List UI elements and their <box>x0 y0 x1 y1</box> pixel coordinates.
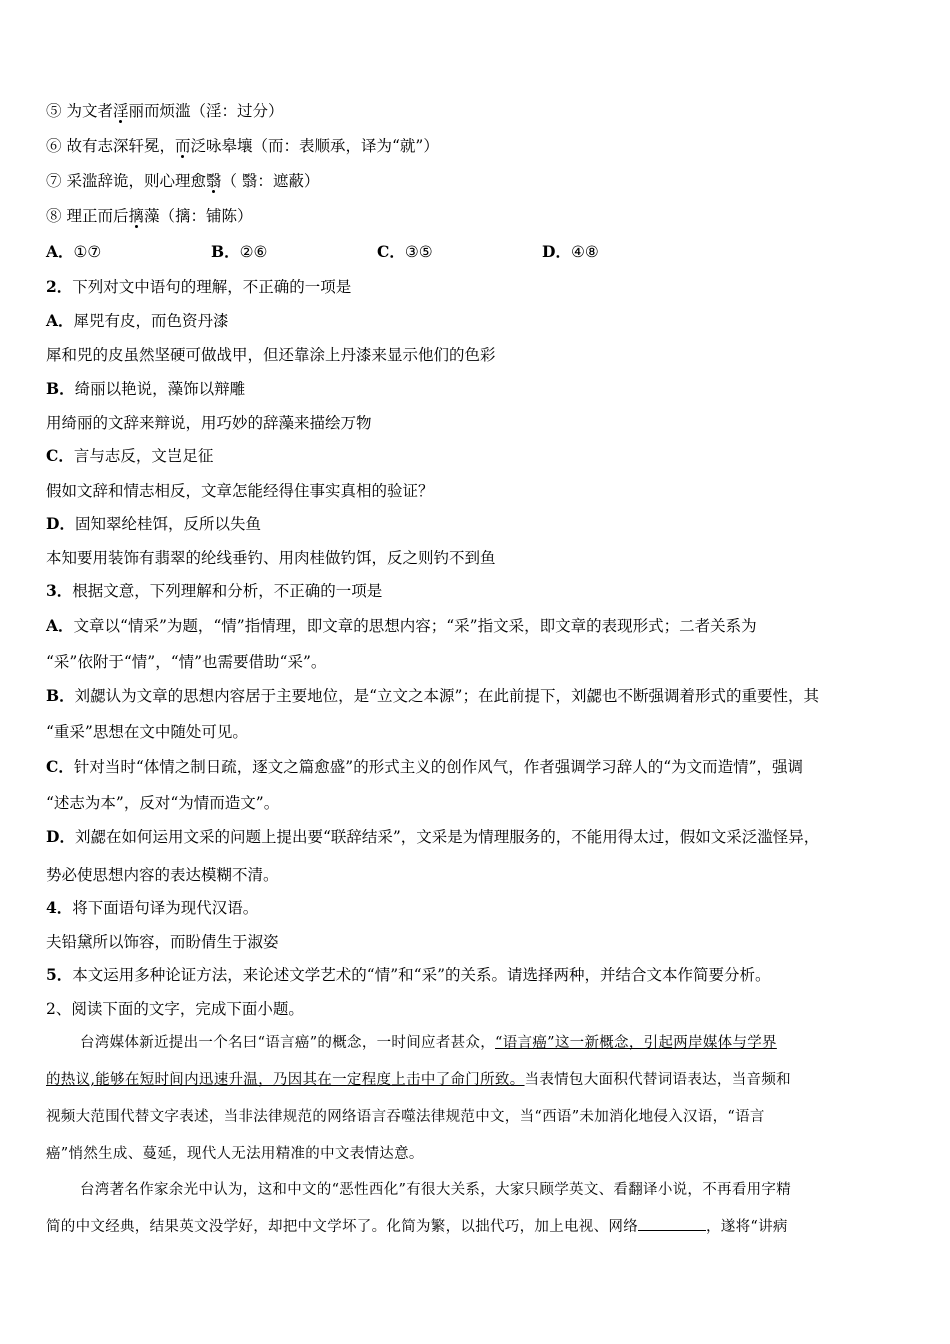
q2-option-b[interactable]: B．绮丽以艳说，藻饰以辩雕 <box>46 379 246 398</box>
choice-d[interactable]: D．④⑧ <box>542 242 599 261</box>
q3-option-c-cont: “述志为本”，反对“为情而造文”。 <box>46 794 280 812</box>
choice-a[interactable]: A．①⑦ <box>46 242 102 261</box>
underlined-text: 的热议,能够在短时间内迅速升温，乃因其在一定程度上击中了命门所致。 <box>46 1072 525 1088</box>
q2-stem: 2．下列对文中语句的理解，不正确的一项是 <box>46 277 352 296</box>
passage-p2-line1: 台湾著名作家余光中认为，这和中文的“恶性西化”有很大关系，大家只顾学英文、看翻译小说，不再看用字精 <box>80 1182 792 1198</box>
q3-stem: 3．根据文意，下列理解和分析，不正确的一项是 <box>46 581 383 600</box>
q2-option-d[interactable]: D．固知翠纶桂饵，反所以失鱼 <box>46 514 261 533</box>
choice-c[interactable]: C．③⑤ <box>377 242 433 261</box>
q4-stem: 4．将下面语句译为现代汉语。 <box>46 898 259 917</box>
passage-p2-line2: 简的中文经典，结果英文没学好，却把中文学坏了。化简为繁，以拙代巧，加上电视、网络 ，遂将“讲病 <box>46 1216 788 1237</box>
q3-option-c[interactable]: C．针对当时“体情之制日疏，逐文之篇愈盛”的形式主义的创作风气，作者强调学习辞人的“为文而造情”，强调 <box>46 757 804 776</box>
underlined-text: “语言癌”这一新概念，引起两岸媒体与学界 <box>495 1035 777 1051</box>
q3-option-d[interactable]: D．刘勰在如何运用文采的问题上提出要“联辞结采”，文采是为情理服务的，不能用得太过，假如文采泛滥怪异， <box>46 827 820 846</box>
passage-p1-line1: 台湾媒体新近提出一个名曰“语言癌”的概念，一时间应者甚众，“语言癌”这一新概念，引起两岸媒体与学界 <box>80 1035 777 1051</box>
section-2-title: 2、阅读下面的文字，完成下面小题。 <box>46 1000 304 1018</box>
q3-option-d-cont: 势必使思想内容的表达模糊不清。 <box>46 866 279 884</box>
item-5: ⑤ 为文者淫丽而烦滥（淫：过分） <box>46 102 284 120</box>
q2-option-b-translation: 用绮丽的文辞来辩说，用巧妙的辞藻来描绘万物 <box>46 414 372 432</box>
passage-p1-line4: 癌”悄然生成、蔓延，现代人无法用精准的中文表情达意。 <box>46 1146 424 1162</box>
q3-option-a-cont: “采”依附于“情”，“情”也需要借助“采”。 <box>46 653 327 671</box>
q3-option-b[interactable]: B．刘勰认为文章的思想内容居于主要地位，是“立文之本源”；在此前提下，刘勰也不断强调着形式的重要性，其 <box>46 686 819 705</box>
dotted-char: 淫 <box>112 102 129 120</box>
dotted-char: 翳 <box>205 172 222 190</box>
q1-choices <box>46 242 646 262</box>
dotted-char: 摛 <box>128 207 144 225</box>
choice-b[interactable]: B．②⑥ <box>211 242 268 261</box>
item-7: ⑦ 采滥辞诡，则心理愈翳（ 翳：遮蔽） <box>46 172 320 190</box>
q2-option-c[interactable]: C．言与志反，文岂足征 <box>46 446 214 465</box>
dotted-char: 而 <box>174 137 191 155</box>
q2-option-a[interactable]: A．犀兕有皮，而色资丹漆 <box>46 311 229 330</box>
q3-option-a[interactable]: A．文章以“情采”为题，“情”指情理，即文章的思想内容；“采”指文采，即文章的表现形式；二者关系为 <box>46 616 757 635</box>
q3-option-b-cont: “重采”思想在文中随处可见。 <box>46 723 248 741</box>
q4-sentence: 夫铅黛所以饰容，而盼倩生于淑姿 <box>46 933 279 951</box>
q5-stem: 5．本文运用多种论证方法，来论述文学艺术的“情”和“采”的关系。请选择两种，并结合文本作简要分析。 <box>46 965 771 984</box>
fill-in-blank[interactable] <box>638 1216 706 1231</box>
passage-p1-line3: 视频大范围代替文字表述，当非法律规范的网络语言吞噬法律规范中文，当“西语”未加消化地侵入汉语，“语言 <box>46 1109 765 1125</box>
q2-option-a-translation: 犀和兕的皮虽然坚硬可做战甲，但还靠涂上丹漆来显示他们的色彩 <box>46 346 496 364</box>
item-8: ⑧ 理正而后摛藻（摛：铺陈） <box>46 207 253 225</box>
item-6: ⑥ 故有志深轩冕，而泛咏皋壤（而：表顺承，译为“就”） <box>46 137 439 155</box>
passage-p1-line2: 的热议,能够在短时间内迅速升温，乃因其在一定程度上击中了命门所致。当表情包大面积代替词语表达，当音频和 <box>46 1072 791 1088</box>
q2-option-c-translation: 假如文辞和情志相反，文章怎能经得住事实真相的验证？ <box>46 482 434 500</box>
q2-option-d-translation: 本知要用装饰有翡翠的纶线垂钓、用肉桂做钓饵，反之则钓不到鱼 <box>46 549 496 567</box>
